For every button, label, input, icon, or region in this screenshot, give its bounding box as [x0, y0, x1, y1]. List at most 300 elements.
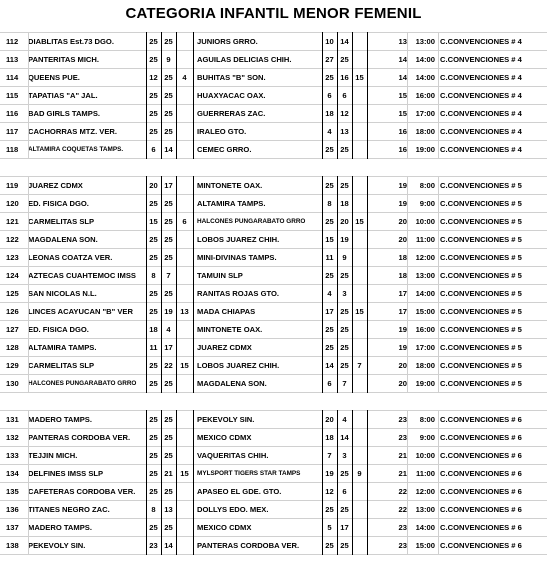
team-a-set-3: [178, 267, 191, 285]
team-a-set-1: 6: [151, 145, 156, 154]
column-rule: [322, 410, 323, 555]
column-rule: [193, 176, 194, 393]
team-b-set-1: 17: [325, 307, 334, 316]
match-number: 132: [6, 433, 19, 442]
column-rule: [438, 410, 439, 555]
match-number: 131: [6, 415, 19, 424]
table-row: [0, 105, 547, 123]
team-a-set-2: 25: [164, 289, 173, 298]
team-a-set-2: 13: [164, 505, 173, 514]
team-b: APASEO EL GDE. GTO.: [197, 487, 282, 496]
match-number: 112: [6, 37, 19, 46]
team-a-set-1: 25: [149, 289, 158, 298]
team-a-set-2: 25: [164, 235, 173, 244]
table-row: [0, 33, 547, 51]
team-b-set-2: 25: [340, 325, 349, 334]
table-row: [0, 267, 547, 285]
team-a-set-1: 20: [149, 181, 158, 190]
column-rule: [352, 32, 353, 159]
team-b-set-1: 8: [327, 199, 332, 208]
team-a-set-3: [178, 285, 191, 303]
group-number: 20: [398, 361, 407, 370]
team-b: BUHITAS "B" SON.: [197, 73, 266, 82]
column-rule: [337, 410, 338, 555]
match-time: 14:00: [415, 289, 435, 298]
team-b: CEMEC GRRO.: [197, 145, 252, 154]
column-rule: [28, 410, 29, 555]
team-b: DOLLYS EDO. MEX.: [197, 505, 269, 514]
group-number: 23: [398, 523, 407, 532]
venue: C.CONVENCIONES # 5: [440, 199, 522, 208]
team-b-set-2: 25: [340, 343, 349, 352]
team-b-set-1: 25: [325, 271, 334, 280]
team-b-set-1: 4: [327, 127, 332, 136]
team-b: MINTONETE OAX.: [197, 181, 263, 190]
team-b: RANITAS ROJAS GTO.: [197, 289, 279, 298]
team-b-set-1: 14: [325, 361, 334, 370]
team-a-set-2: 25: [164, 433, 173, 442]
team-a-set-2: 19: [164, 307, 173, 316]
team-a-set-2: 25: [164, 91, 173, 100]
table-row: [0, 483, 547, 501]
team-a: ALTAMIRA COQUETAS TAMPS.: [28, 146, 124, 153]
team-b-set-2: 4: [342, 415, 347, 424]
team-a-set-2: 9: [166, 55, 171, 64]
table-row: [0, 303, 547, 321]
team-a-set-2: 25: [164, 253, 173, 262]
team-b-set-1: 15: [325, 235, 334, 244]
team-b-set-2: 25: [340, 145, 349, 154]
team-a-set-3: [178, 249, 191, 267]
column-rule: [438, 32, 439, 159]
team-b-set-1: 25: [325, 505, 334, 514]
table-row: [0, 339, 547, 357]
team-a-set-1: 25: [149, 199, 158, 208]
team-a-set-3: [178, 447, 191, 465]
match-number: 137: [6, 523, 19, 532]
table-row: [0, 51, 547, 69]
team-b: MADA CHIAPAS: [197, 307, 256, 316]
team-b-set-2: 3: [342, 451, 347, 460]
team-a-set-2: 17: [164, 181, 173, 190]
team-a-set-2: 4: [166, 325, 171, 334]
row-rule: [0, 158, 547, 159]
group-number: 20: [398, 379, 407, 388]
team-b-set-2: 25: [340, 55, 349, 64]
group-number: 16: [398, 145, 407, 154]
team-b-set-2: 12: [340, 109, 349, 118]
team-b-set-2: 17: [340, 523, 349, 532]
team-a-set-1: 25: [149, 37, 158, 46]
team-b-set-3: 7: [357, 361, 362, 370]
team-a: DELFINES IMSS SLP: [28, 469, 104, 478]
team-b-set-2: 25: [340, 361, 349, 370]
match-time: 15:00: [415, 541, 435, 550]
team-b: AGUILAS DELICIAS CHIH.: [197, 55, 292, 64]
match-number: 123: [6, 253, 19, 262]
team-a-set-2: 25: [164, 523, 173, 532]
group-number: 14: [398, 55, 407, 64]
match-time: 13:00: [415, 37, 435, 46]
table-row: [0, 141, 547, 159]
table-row: [0, 213, 547, 231]
venue: C.CONVENCIONES # 4: [440, 127, 522, 136]
table-row: [0, 123, 547, 141]
team-b-set-1: 25: [325, 343, 334, 352]
match-time: 17:00: [415, 343, 435, 352]
team-a-set-3: [178, 375, 191, 393]
venue: C.CONVENCIONES # 6: [440, 541, 522, 550]
column-rule: [337, 176, 338, 393]
team-b: VAQUERITAS CHIH.: [197, 451, 269, 460]
team-a: LINCES ACAYUCAN "B" VER: [28, 307, 133, 316]
team-a-set-3: [178, 123, 191, 141]
match-number: 134: [6, 469, 19, 478]
team-a-set-3: [178, 519, 191, 537]
column-rule: [161, 32, 162, 159]
team-a: MADERO TAMPS.: [28, 523, 92, 532]
table-row: [0, 375, 547, 393]
team-a-set-2: 25: [164, 487, 173, 496]
column-rule: [146, 32, 147, 159]
venue: C.CONVENCIONES # 4: [440, 91, 522, 100]
team-b-set-1: 10: [325, 37, 334, 46]
match-number: 130: [6, 379, 19, 388]
venue: C.CONVENCIONES # 4: [440, 109, 522, 118]
column-rule: [438, 176, 439, 393]
venue: C.CONVENCIONES # 5: [440, 343, 522, 352]
team-b-set-2: 13: [340, 127, 349, 136]
team-b-set-3: 15: [355, 307, 364, 316]
team-b-set-2: 14: [340, 37, 349, 46]
column-rule: [176, 32, 177, 159]
group-number: 22: [398, 487, 407, 496]
team-a-set-3: [178, 339, 191, 357]
team-b-set-2: 16: [340, 73, 349, 82]
group-number: 18: [398, 271, 407, 280]
venue: C.CONVENCIONES # 6: [440, 433, 522, 442]
row-rule: [0, 554, 547, 555]
column-rule: [352, 410, 353, 555]
team-a-set-1: 25: [149, 361, 158, 370]
team-a-set-1: 11: [149, 343, 158, 352]
table-row: [0, 537, 547, 555]
team-a-set-1: 25: [149, 523, 158, 532]
team-a-set-2: 25: [164, 127, 173, 136]
team-b: LOBOS JUAREZ CHIH.: [197, 235, 280, 244]
match-time: 17:00: [415, 109, 435, 118]
match-time: 19:00: [415, 145, 435, 154]
team-b: MINTONETE OAX.: [197, 325, 263, 334]
venue: C.CONVENCIONES # 5: [440, 361, 522, 370]
team-a-set-3: [178, 33, 191, 51]
match-time: 9:00: [419, 433, 435, 442]
venue: C.CONVENCIONES # 5: [440, 325, 522, 334]
team-b-set-1: 25: [325, 325, 334, 334]
team-a-set-3: [178, 105, 191, 123]
match-number: 117: [6, 127, 19, 136]
team-a-set-2: 25: [164, 217, 173, 226]
team-a-set-2: 25: [164, 73, 173, 82]
team-a-set-3: 15: [180, 361, 189, 370]
group-number: 20: [398, 217, 407, 226]
match-number: 122: [6, 235, 19, 244]
team-b-set-1: 20: [325, 415, 334, 424]
team-a: TEJJIN MICH.: [28, 451, 78, 460]
venue: C.CONVENCIONES # 5: [440, 271, 522, 280]
venue: C.CONVENCIONES # 6: [440, 415, 522, 424]
team-b: PEKEVOLY SIN.: [197, 415, 255, 424]
group-number: 18: [398, 253, 407, 262]
team-a-set-1: 25: [149, 469, 158, 478]
table-row: [0, 87, 547, 105]
team-b-set-2: 25: [340, 541, 349, 550]
match-time: 12:00: [415, 487, 435, 496]
group-number: 17: [398, 307, 407, 316]
team-b: MINI-DIVINAS TAMPS.: [197, 253, 277, 262]
column-rule: [352, 176, 353, 393]
team-a-set-1: 25: [149, 433, 158, 442]
match-number: 129: [6, 361, 19, 370]
team-a: ED. FISICA DGO.: [28, 199, 89, 208]
team-a-set-3: 15: [180, 469, 189, 478]
group-number: 21: [398, 469, 407, 478]
table-row: [0, 285, 547, 303]
table-row: [0, 231, 547, 249]
group-number: 19: [398, 199, 407, 208]
match-number: 118: [6, 145, 19, 154]
match-number: 128: [6, 343, 19, 352]
team-b-set-1: 4: [327, 289, 332, 298]
team-a-set-3: 6: [182, 217, 187, 226]
team-b-set-1: 18: [325, 109, 334, 118]
team-b: HUAXYACAC OAX.: [197, 91, 266, 100]
team-a-set-2: 21: [164, 469, 173, 478]
match-number: 114: [6, 73, 19, 82]
team-a: TITANES NEGRO ZAC.: [28, 505, 110, 514]
team-b-set-2: 25: [340, 469, 349, 478]
match-number: 124: [6, 271, 19, 280]
venue: C.CONVENCIONES # 5: [440, 217, 522, 226]
team-b-set-1: 25: [325, 217, 334, 226]
column-rule: [337, 32, 338, 159]
team-a: LEONAS COATZA VER.: [28, 253, 113, 262]
team-a-set-3: [178, 51, 191, 69]
team-a-set-3: 13: [180, 307, 189, 316]
table-row: [0, 429, 547, 447]
team-b-set-1: 25: [325, 181, 334, 190]
match-time: 16:00: [415, 325, 435, 334]
venue: C.CONVENCIONES # 6: [440, 487, 522, 496]
team-b: MYLSPORT TIGERS STAR TAMPS: [197, 470, 301, 477]
match-time: 19:00: [415, 379, 435, 388]
team-b-set-1: 7: [327, 451, 332, 460]
table-row: [0, 519, 547, 537]
venue: C.CONVENCIONES # 4: [440, 37, 522, 46]
match-number: 126: [6, 307, 19, 316]
team-b-set-2: 14: [340, 433, 349, 442]
table-row: [0, 411, 547, 429]
team-a: PANTERAS CORDOBA VER.: [28, 433, 131, 442]
column-rule: [176, 176, 177, 393]
match-time: 18:00: [415, 361, 435, 370]
team-a: PANTERITAS MICH.: [28, 55, 100, 64]
column-rule: [367, 410, 368, 555]
team-b-set-3: 15: [355, 73, 364, 82]
team-a-set-3: [178, 87, 191, 105]
team-b: TAMUIN SLP: [197, 271, 243, 280]
page-title: CATEGORIA INFANTIL MENOR FEMENIL: [125, 5, 422, 22]
group-number: 14: [398, 73, 407, 82]
team-a-set-1: 25: [149, 127, 158, 136]
column-rule: [367, 176, 368, 393]
team-b: PANTERAS CORDOBA VER.: [197, 541, 300, 550]
match-time: 16:00: [415, 91, 435, 100]
match-time: 9:00: [419, 199, 435, 208]
group-number: 16: [398, 127, 407, 136]
team-b: IRALEO GTO.: [197, 127, 247, 136]
team-b-set-2: 7: [342, 379, 347, 388]
team-b-set-1: 11: [325, 253, 334, 262]
match-number: 115: [6, 91, 19, 100]
table-row: [0, 465, 547, 483]
team-a-set-1: 25: [149, 451, 158, 460]
team-b-set-2: 25: [340, 271, 349, 280]
team-b: LOBOS JUAREZ CHIH.: [197, 361, 280, 370]
team-b-set-1: 6: [327, 379, 332, 388]
team-a-set-1: 25: [149, 91, 158, 100]
match-time: 14:00: [415, 55, 435, 64]
group-number: 19: [398, 181, 407, 190]
team-a-set-1: 25: [149, 109, 158, 118]
group-number: 19: [398, 325, 407, 334]
table-row: [0, 177, 547, 195]
match-number: 116: [6, 109, 19, 118]
team-b-set-2: 25: [340, 307, 349, 316]
team-b-set-1: 19: [325, 469, 334, 478]
venue: C.CONVENCIONES # 6: [440, 469, 522, 478]
venue: C.CONVENCIONES # 5: [440, 307, 522, 316]
team-a-set-1: 25: [149, 307, 158, 316]
team-a-set-2: 25: [164, 379, 173, 388]
match-number: 120: [6, 199, 19, 208]
group-number: 20: [398, 235, 407, 244]
team-b-set-2: 9: [342, 253, 347, 262]
team-b: GUERRERAS ZAC.: [197, 109, 266, 118]
match-time: 10:00: [415, 451, 435, 460]
team-a-set-2: 17: [164, 343, 173, 352]
match-number: 133: [6, 451, 19, 460]
table-row: [0, 69, 547, 87]
team-b-set-1: 12: [325, 487, 334, 496]
team-b: JUNIORS GRRO.: [197, 37, 258, 46]
team-a: SAN NICOLAS N.L.: [28, 289, 97, 298]
column-rule: [322, 32, 323, 159]
team-b-set-1: 6: [327, 91, 332, 100]
team-b-set-1: 18: [325, 433, 334, 442]
team-b-set-1: 25: [325, 73, 334, 82]
column-rule: [28, 32, 29, 159]
venue: C.CONVENCIONES # 6: [440, 451, 522, 460]
column-rule: [193, 32, 194, 159]
team-a-set-3: [178, 177, 191, 195]
match-time: 8:00: [419, 181, 435, 190]
team-a: PEKEVOLY SIN.: [28, 541, 86, 550]
table-row: [0, 195, 547, 213]
column-rule: [176, 410, 177, 555]
team-b-set-2: 6: [342, 91, 347, 100]
venue: C.CONVENCIONES # 5: [440, 289, 522, 298]
team-b-set-2: 20: [340, 217, 349, 226]
team-a-set-1: 25: [149, 55, 158, 64]
team-b-set-2: 19: [340, 235, 349, 244]
team-a-set-1: 25: [149, 487, 158, 496]
team-a: ALTAMIRA TAMPS.: [28, 343, 97, 352]
team-a-set-2: 25: [164, 451, 173, 460]
table-row: [0, 501, 547, 519]
team-a: CARMELITAS SLP: [28, 361, 95, 370]
venue: C.CONVENCIONES # 5: [440, 235, 522, 244]
team-a-set-2: 7: [166, 271, 171, 280]
column-rule: [146, 410, 147, 555]
team-a-set-3: [178, 231, 191, 249]
team-b-set-1: 5: [327, 523, 332, 532]
team-a: CACHORRAS MTZ. VER.: [28, 127, 118, 136]
column-rule: [193, 410, 194, 555]
table-row: [0, 321, 547, 339]
team-a-set-3: [178, 141, 191, 159]
team-a-set-3: [178, 321, 191, 339]
team-a-set-2: 22: [164, 361, 173, 370]
team-a: HALCONES PUNGARABATO GRRO: [28, 380, 137, 387]
table-row: [0, 249, 547, 267]
team-a-set-1: 25: [149, 235, 158, 244]
column-rule: [161, 410, 162, 555]
team-b: MEXICO CDMX: [197, 523, 252, 532]
team-b-set-2: 25: [340, 505, 349, 514]
team-a-set-1: 15: [149, 217, 158, 226]
venue: C.CONVENCIONES # 4: [440, 55, 522, 64]
team-b: MEXICO CDMX: [197, 433, 252, 442]
team-b: HALCONES PUNGARABATO GRRO: [197, 218, 306, 225]
match-time: 11:00: [415, 235, 435, 244]
column-rule: [407, 32, 408, 159]
team-a-set-3: [178, 501, 191, 519]
team-b-set-3: 15: [355, 217, 364, 226]
team-a-set-3: [178, 429, 191, 447]
match-time: 10:00: [415, 217, 435, 226]
column-rule: [322, 176, 323, 393]
match-time: 13:00: [415, 271, 435, 280]
team-a-set-1: 23: [149, 541, 158, 550]
match-time: 8:00: [419, 415, 435, 424]
group-number: 17: [398, 289, 407, 298]
team-a-set-2: 25: [164, 109, 173, 118]
row-rule: [0, 392, 547, 393]
team-a: TAPATIAS "A" JAL.: [28, 91, 98, 100]
team-a-set-1: 25: [149, 415, 158, 424]
team-b: MAGDALENA SON.: [197, 379, 267, 388]
match-number: 135: [6, 487, 19, 496]
venue: C.CONVENCIONES # 4: [440, 73, 522, 82]
group-number: 15: [398, 109, 407, 118]
team-b-set-1: 25: [325, 541, 334, 550]
team-a-set-2: 25: [164, 199, 173, 208]
team-a: CAFETERAS CORDOBA VER.: [28, 487, 136, 496]
team-a: DIABLITAS Est.73 DGO.: [28, 37, 114, 46]
team-b: ALTAMIRA TAMPS.: [197, 199, 266, 208]
team-a: AZTECAS CUAHTEMOC IMSS: [28, 271, 136, 280]
